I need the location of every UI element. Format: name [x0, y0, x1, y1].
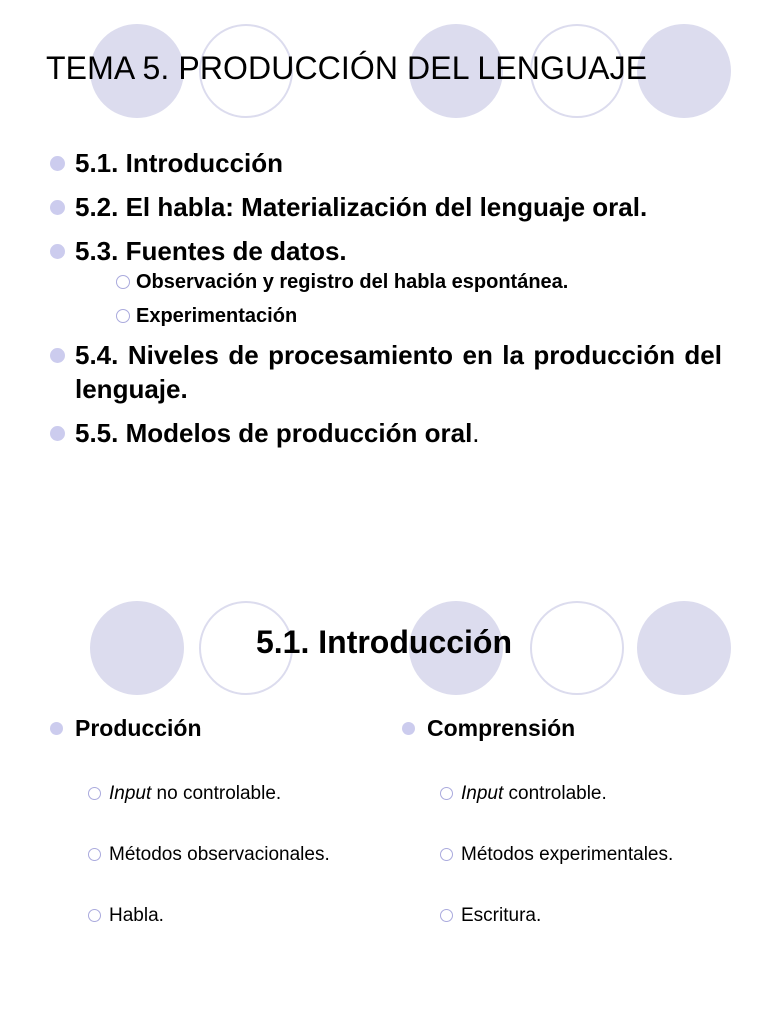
outline-subitem: Observación y registro del habla espontánea.	[75, 270, 722, 294]
outline-item	[48, 416, 722, 450]
column-heading: Producción	[48, 712, 330, 744]
list-item	[400, 782, 673, 806]
list-item-text: Métodos observacionales.	[109, 844, 330, 865]
comprehension-column	[400, 712, 673, 965]
list-item-text: Métodos experimentales.	[461, 844, 674, 865]
outline-item: 5.1. Introducción	[48, 146, 722, 180]
list-item-text: controlable.	[503, 783, 607, 804]
list-item-text: no controlable.	[151, 783, 282, 804]
slide-title: 5.1. Introducción	[255, 624, 513, 660]
outline-item	[48, 234, 722, 328]
production-column	[48, 712, 330, 965]
production-sublist	[48, 782, 330, 928]
outline-item: 5.4. Niveles de procesamiento en la producción del lenguaje.	[48, 338, 722, 406]
list-item	[48, 843, 330, 867]
outline-item: 5.2. El habla: Materialización del lenguaje oral.	[48, 190, 722, 224]
outline-item-label: 5.5. Modelos de producción oral	[75, 418, 473, 448]
italic-term: Input	[461, 783, 504, 804]
slide-title: TEMA 5. PRODUCCIÓN DEL LENGUAJE	[46, 50, 648, 86]
outline-list	[48, 146, 722, 460]
outline-item-suffix: .	[472, 418, 480, 448]
outline-sublist	[75, 270, 722, 328]
decorative-circle	[637, 24, 731, 118]
slide-2	[0, 512, 768, 1024]
outline-subitem: Experimentación	[75, 304, 722, 328]
list-item-text: Escritura.	[461, 905, 542, 926]
list-item	[400, 843, 673, 867]
list-item	[48, 904, 330, 928]
list-item-text: Habla.	[109, 905, 164, 926]
italic-term: Input	[109, 783, 152, 804]
list-item	[400, 904, 673, 928]
outline-item-label: 5.3. Fuentes de datos.	[75, 236, 347, 266]
list-item	[48, 782, 330, 806]
column-heading: Comprensión	[400, 712, 673, 744]
comprehension-sublist	[400, 782, 673, 928]
